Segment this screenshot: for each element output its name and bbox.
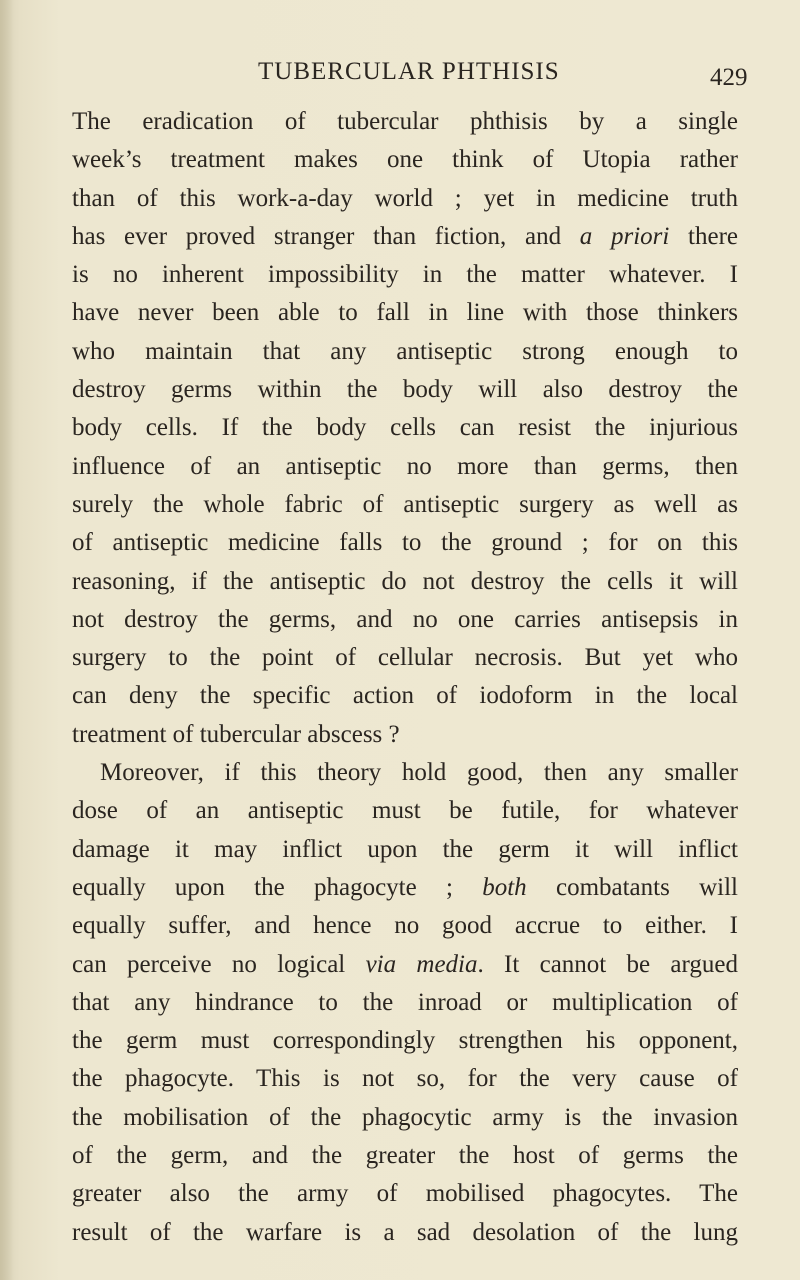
italic-phrase: both [482, 873, 527, 901]
text-line: greater also the army of mobilised phagocytes. The [72, 1180, 738, 1208]
text-line: can deny the specific action of iodoform in the local [72, 682, 738, 710]
page-gutter-shadow [0, 0, 14, 1280]
text-line: dose of an antiseptic must be futile, for whatever [72, 797, 738, 825]
text-line: the mobilisation of the phagocytic army is the invasion [72, 1103, 738, 1131]
text-line: who maintain that any antiseptic strong enough to [72, 337, 738, 365]
text-line: The eradication of tubercular phthisis by a single [72, 108, 738, 135]
text-line: equally suffer, and hence no good accrue to either. I [72, 912, 738, 940]
text-line: the phagocyte. This is not so, for the very cause of [72, 1065, 738, 1093]
italic-phrase: a priori [579, 222, 670, 250]
text-line: Moreover, if this theory hold good, then any smaller [100, 759, 738, 787]
text-line: of antiseptic medicine falls to the ground ; for on this [72, 529, 738, 557]
text-line: can perceive no logical via media. It cannot be argued [72, 950, 738, 978]
text-line: result of the warfare is a sad desolation of the lung [72, 1218, 738, 1246]
page-number: 429 [710, 64, 748, 91]
text-line: week’s treatment makes one think of Utopia rather [72, 146, 738, 174]
text-line: treatment of tubercular abscess ? [72, 720, 400, 748]
running-title: TUBERCULAR PHTHISIS [258, 58, 560, 85]
text-line: not destroy the germs, and no one carries antisepsis in [72, 605, 738, 633]
text-line: destroy germs within the body will also destroy the [72, 376, 738, 404]
text-line: surely the whole fabric of antiseptic surgery as well as [72, 490, 738, 518]
text-line: is no inherent impossibility in the matter whatever. I [72, 261, 738, 289]
text-line: the germ must correspondingly strengthen his opponent, [72, 1027, 738, 1055]
text-line: body cells. If the body cells can resist the injurious [72, 414, 738, 442]
text-line: than of this work-a-day world ; yet in medicine truth [72, 184, 738, 212]
text-line: that any hindrance to the inroad or multiplication of [72, 988, 738, 1016]
text-line: influence of an antiseptic no more than germs, then [72, 452, 738, 480]
text-line: has ever proved stranger than fiction, and a priori there [72, 222, 738, 250]
text-line: damage it may inflict upon the germ it will inflict [72, 835, 738, 863]
italic-phrase: via media [365, 950, 478, 978]
text-line: equally upon the phagocyte ; both combatants will [72, 873, 739, 901]
text-line: have never been able to fall in line with those thinkers [72, 299, 738, 327]
body-text [72, 103, 738, 1252]
text-line: reasoning, if the antiseptic do not destroy the cells it will [72, 567, 738, 595]
text-line: of the germ, and the greater the host of germs the [72, 1142, 738, 1170]
text-line: surgery to the point of cellular necrosis. But yet who [72, 644, 738, 672]
running-head [0, 58, 800, 98]
